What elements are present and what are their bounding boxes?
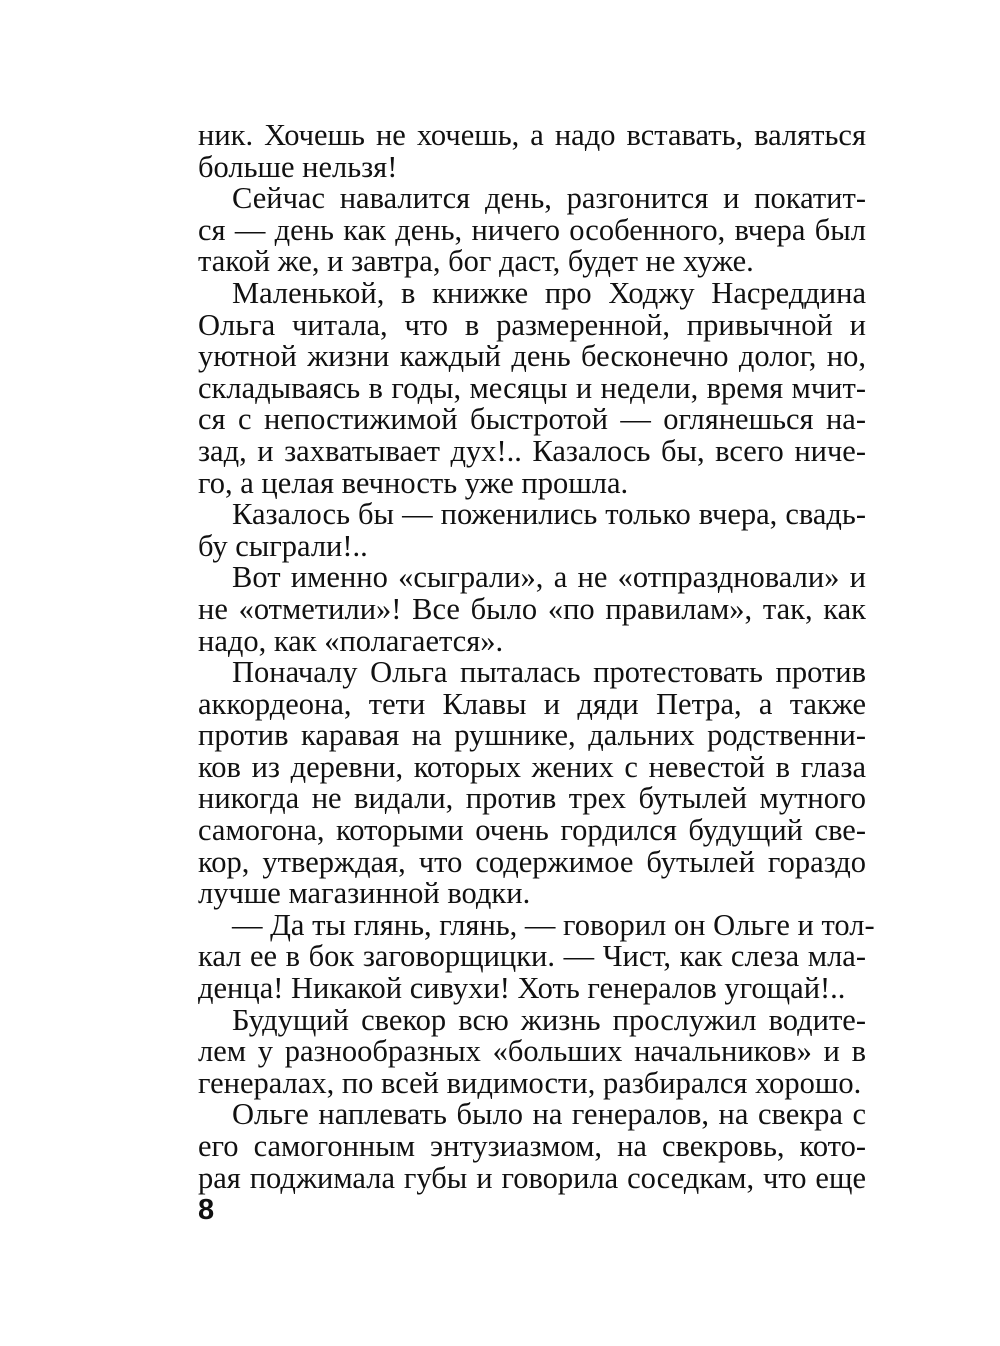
text-line: ков из деревни, которых жених с невестой в глаза [198,749,866,784]
text-line: Поначалу Ольга пыталась протестовать против [232,655,866,690]
text-line: лучше магазинной водки. [198,876,531,911]
text-line: ся с непостижимой быстротой — оглянешься на- [198,402,866,437]
text-line: зад, и захватывает дух!.. Казалось бы, всего ниче- [198,433,866,468]
text-line: не «отметили»! Все было «по правилам», так, как [198,591,866,626]
text-line: бу сыграли!.. [198,528,368,563]
text-line: аккордеона, тети Клавы и дяди Петра, а также [198,686,866,721]
text-line: ся — день как день, ничего особенного, вчера был [198,212,866,247]
text-line: Казалось бы — поженились только вчера, свадь- [232,497,866,532]
text-line: Маленькой, в книжке про Ходжу Насреддина [232,275,866,310]
text-line: такой же, и завтра, бог даст, будет не хуже. [198,244,754,279]
text-line: Сейчас навалится день, разгонится и покатит- [232,181,866,216]
text-line: лем у разнообразных «больших начальников» и в [198,1034,866,1069]
text-line: генералах, по всей видимости, разбирался хорошо. [198,1065,862,1100]
text-line: кор, утверждая, что содержимое бутылей гораздо [198,844,866,879]
text-line: против каравая на рушнике, дальних родственни- [198,718,866,753]
text-line: ник. Хочешь не хочешь, а надо вставать, валяться [198,118,866,152]
text-line: — Да ты глянь, глянь, — говорил он Ольге и тол- [232,907,875,942]
text-line: самогона, которыми очень гордился будущий све- [198,813,866,848]
text-line: уютной жизни каждый день бесконечно долог, но, [198,339,866,374]
text-line: складываясь в годы, месяцы и недели, время мчит- [198,370,866,405]
text-line: Вот именно «сыграли», а не «отпраздновали» и [232,560,866,595]
text-line: Ольге наплевать было на генералов, на свекра с [232,1097,866,1132]
text-line: больше нельзя! [198,149,398,184]
page-body [198,118,875,1195]
text-line: Будущий свекор всю жизнь прослужил водите- [232,1002,866,1037]
text-line: го, а целая вечность уже прошла. [198,465,629,500]
text-line: Ольга читала, что в размеренной, привычной и [198,307,866,342]
text-line: его самогонным энтузиазмом, на свекровь, кото- [198,1129,866,1163]
text-line: кал ее в бок заговорщицки. — Чист, как слеза мла- [198,939,866,974]
text-line: никогда не видали, против трех бутылей мутного [198,781,866,816]
text-line: рая поджимала губы и говорила соседкам, что еще [198,1160,866,1195]
text-line: денца! Никакой сивухи! Хоть генералов угощай!.. [198,971,846,1006]
page-number: 8 [198,1194,215,1226]
text-line: надо, как «полагается». [198,623,504,658]
